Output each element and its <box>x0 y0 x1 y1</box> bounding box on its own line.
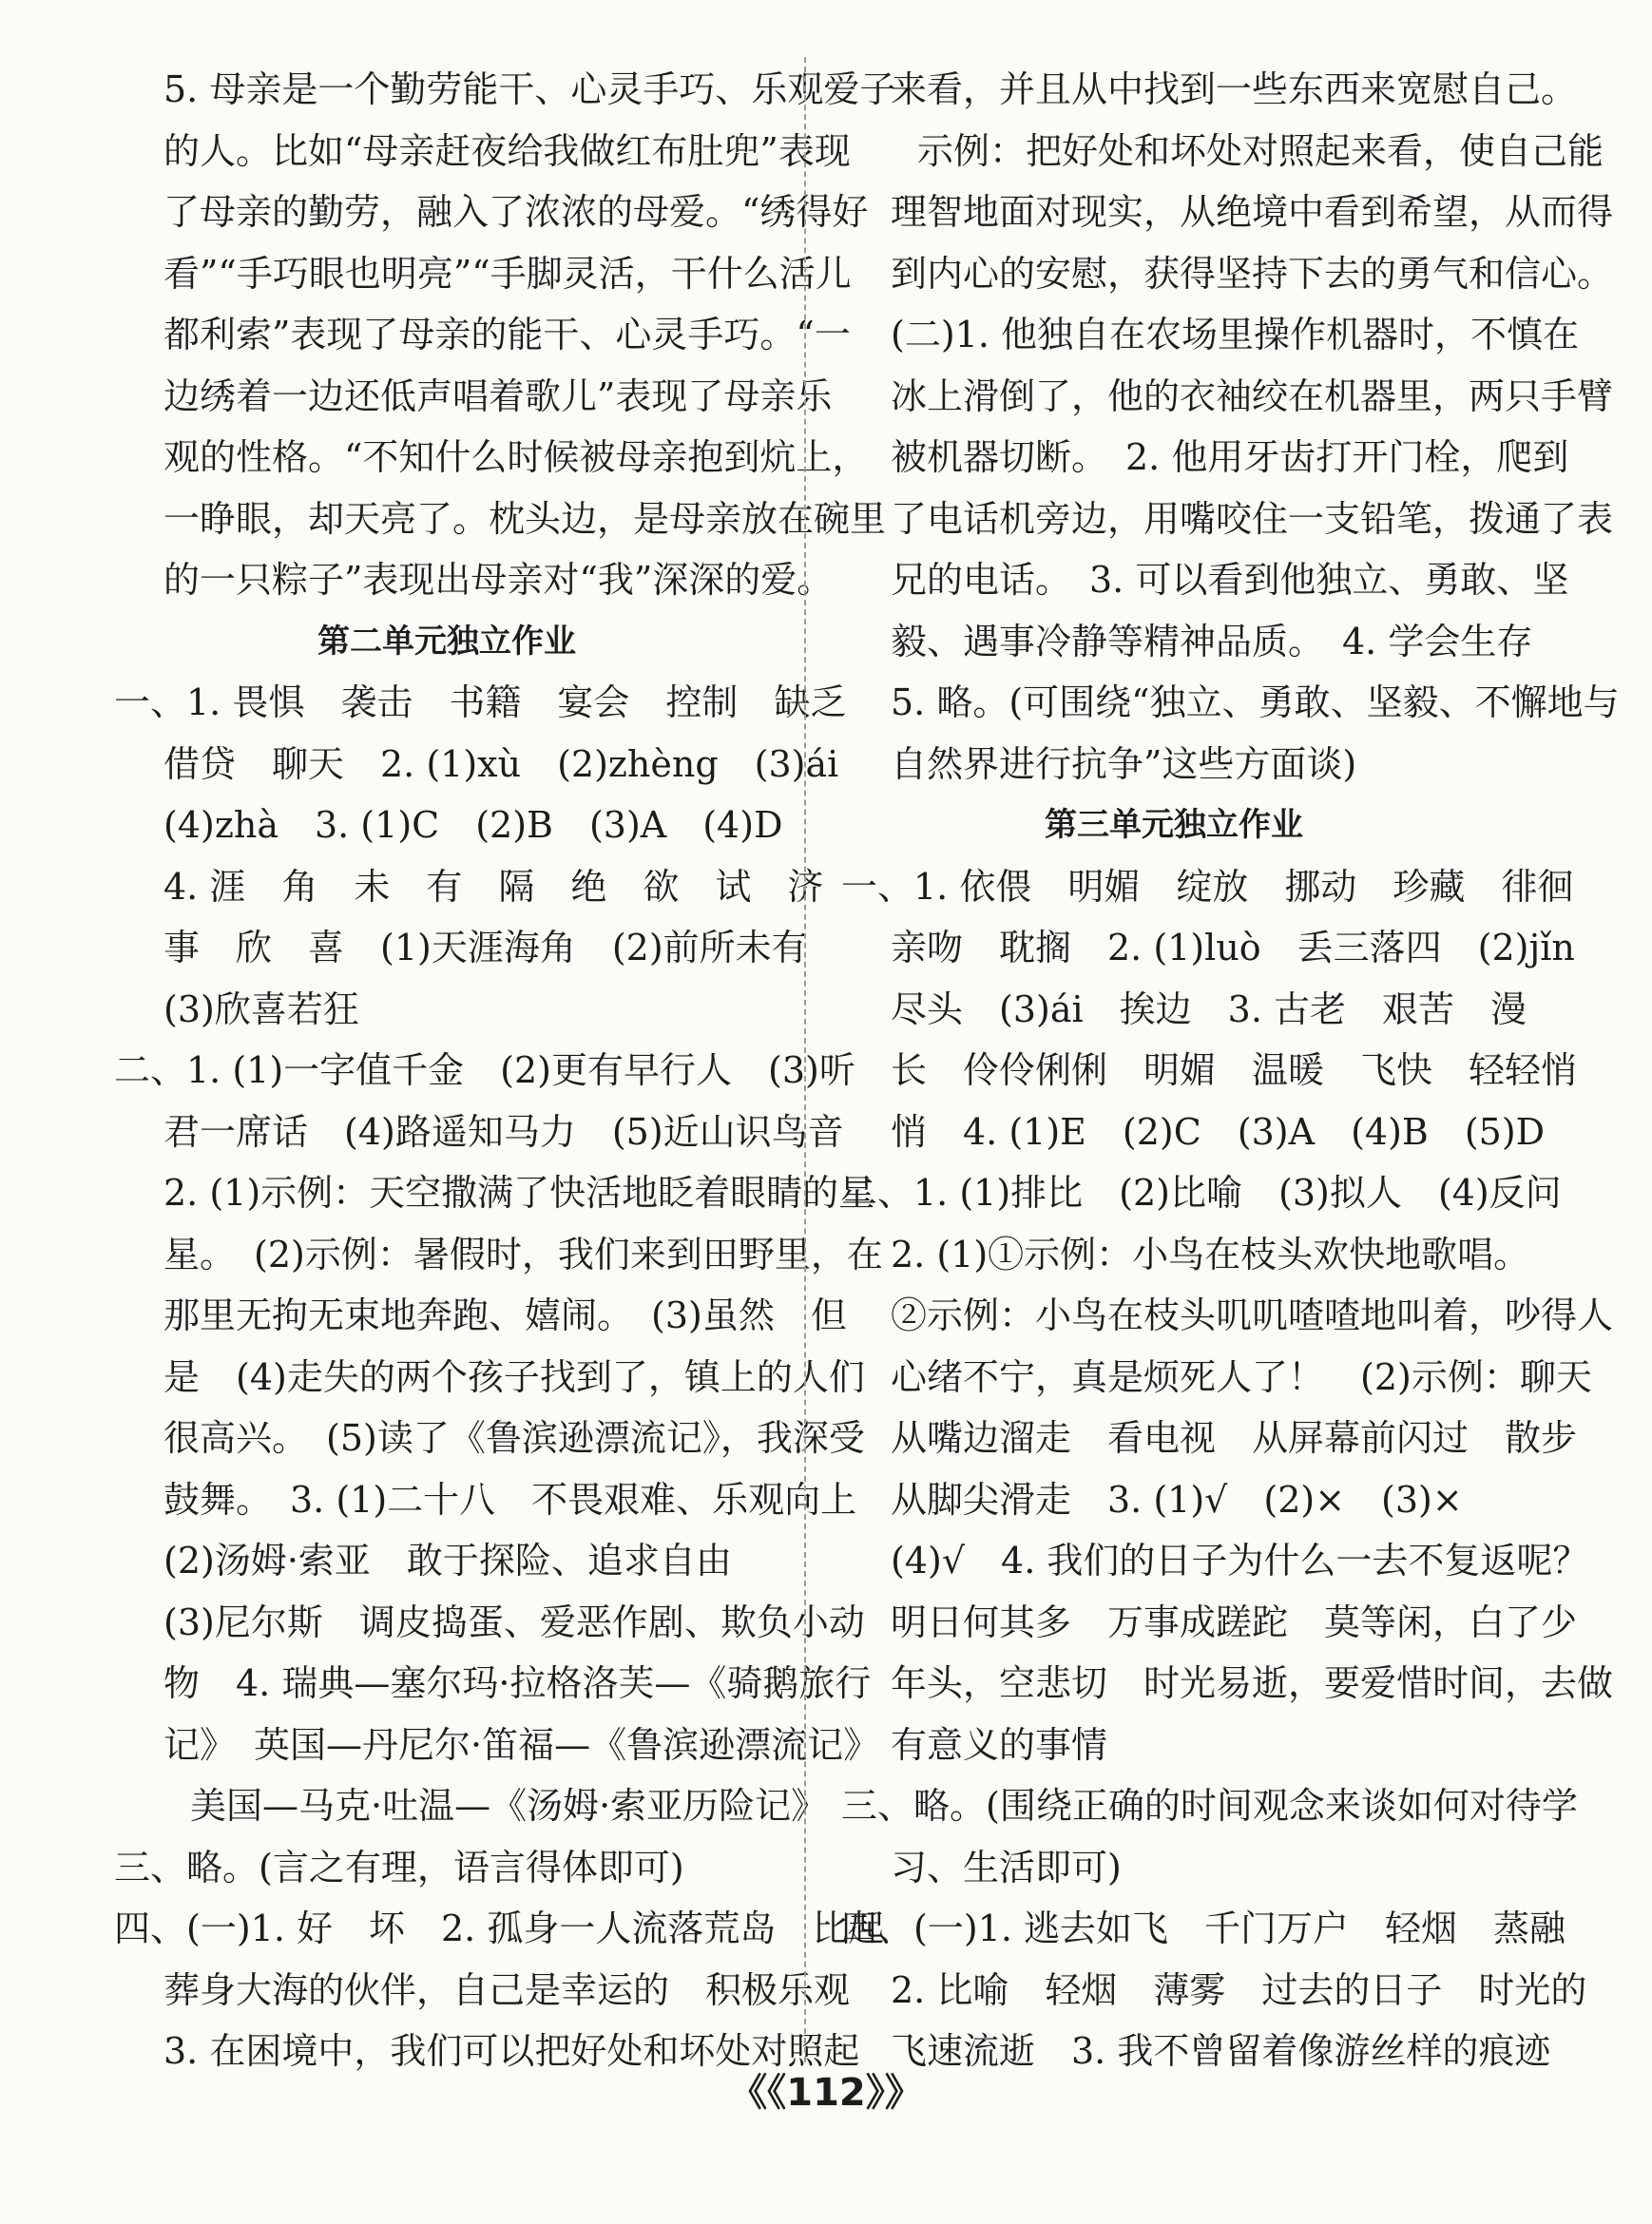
text-line: 2. 比喻 轻烟 薄雾 过去的日子 时光的 <box>891 1968 1587 2011</box>
text-line: (3)欣喜若狂 <box>163 987 359 1030</box>
section-heading: 第三单元独立作业 <box>1045 806 1303 844</box>
text-line: 毅、遇事冷静等精神品质。 4. 学会生存 <box>891 620 1533 662</box>
text-line: (4)√ 4. 我们的日子为什么一去不复返呢？ <box>891 1540 1589 1582</box>
text-line: 很高兴。 (5)读了《鲁滨逊漂流记》，我深受 <box>163 1417 865 1459</box>
text-line: 飞速流逝 3. 我不曾留着像游丝样的痕迹 <box>891 2030 1551 2072</box>
text-line: (2)汤姆·索亚 敢于探险、追求自由 <box>163 1540 732 1582</box>
text-line: 鼓舞。 3. (1)二十八 不畏艰难、乐观向上 <box>163 1478 857 1521</box>
text-line: 亲吻 耽搁 2. (1)luò 丢三落四 (2)jǐn <box>891 927 1575 968</box>
text-line: 星。 (2)示例：暑假时，我们来到田野里，在 <box>163 1233 883 1275</box>
text-line: 一睁眼，却天亮了。枕头边，是母亲放在碗里 <box>163 497 887 540</box>
text-line: 年头，空悲切 时光易逝，要爱惜时间，去做 <box>891 1662 1614 1704</box>
text-line: 美国—马克·吐温—《汤姆·索亚历险记》 <box>190 1785 828 1827</box>
text-line: 观的性格。“不知什么时候被母亲抱到炕上， <box>163 436 869 478</box>
text-line: 2. (1)示例：天空撒满了快活地眨着眼睛的星 <box>163 1172 875 1214</box>
text-line: 君一席话 (4)路遥知马力 (5)近山识鸟音 <box>163 1110 844 1153</box>
text-line: 物 4. 瑞典—塞尔玛·拉格洛芙—《骑鹅旅行 <box>163 1662 872 1704</box>
text-line: 借贷 聊天 2. (1)xù (2)zhèng (3)ái <box>163 742 839 785</box>
section-heading: 第二单元独立作业 <box>317 622 576 661</box>
text-line: 边绣着一边还低声唱着歌儿”表现了母亲乐 <box>163 374 833 417</box>
text-line: 看”“手巧眼也明亮”“手脚灵活，干什么活儿 <box>163 252 852 295</box>
text-line: 从脚尖滑走 3. (1)√ (2)× (3)× <box>891 1478 1463 1521</box>
text-line: 4. 涯 角 未 有 隔 绝 欲 试 济 <box>163 865 824 908</box>
text-line: 自然界进行抗争”这些方面谈) <box>891 742 1357 785</box>
text-line: 长 伶伶俐俐 明媚 温暖 飞快 轻轻悄 <box>891 1049 1578 1091</box>
text-line: 兄的电话。 3. 可以看到他独立、勇敢、坚 <box>891 559 1569 601</box>
text-line: 那里无拘无束地奔跑、嬉闹。 (3)虽然 但 <box>163 1294 847 1336</box>
text-line: 了电话机旁边，用嘴咬住一支铅笔，拨通了表 <box>891 497 1614 540</box>
text-line: 习、生活即可) <box>891 1846 1122 1888</box>
text-line: 2. (1)①示例：小鸟在枝头欢快地歌唱。 <box>891 1233 1530 1275</box>
text-line: 二、1. (1)一字值千金 (2)更有早行人 (3)听 <box>114 1049 855 1091</box>
text-line: 是 (4)走失的两个孩子找到了，镇上的人们 <box>163 1355 865 1398</box>
text-line: 的一只粽子”表现出母亲对“我”深深的爱。 <box>163 559 834 601</box>
text-line: 二、1. (1)排比 (2)比喻 (3)拟人 (4)反问 <box>841 1172 1562 1214</box>
text-line: 的人。比如“母亲赶夜给我做红布肚兜”表现 <box>163 129 851 172</box>
text-line: 四、(一)1. 逃去如飞 千门万户 轻烟 蒸融 <box>841 1908 1566 1949</box>
text-line: 从嘴边溜走 看电视 从屏幕前闪过 散步 <box>891 1417 1578 1459</box>
text-line: 了母亲的勤劳，融入了浓浓的母爱。“绣得好 <box>163 191 869 233</box>
text-line: 尽头 (3)ái 挨边 3. 古老 艰苦 漫 <box>891 987 1527 1030</box>
right-column <box>841 59 1620 2082</box>
text-line: 心绪不宁，真是烦死人了！ (2)示例：聊天 <box>891 1355 1592 1398</box>
text-line: 葬身大海的伙伴，自己是幸运的 积极乐观 <box>163 1968 851 2011</box>
text-line: 三、略。(围绕正确的时间观念来谈如何对待学 <box>841 1785 1578 1827</box>
text-line: 5. 母亲是一个勤劳能干、心灵手巧、乐观爱子 <box>163 68 896 110</box>
text-line: 理智地面对现实，从绝境中看到希望，从而得 <box>891 191 1614 233</box>
text-line: 到内心的安慰，获得坚持下去的勇气和信心。 <box>891 252 1614 295</box>
text-line: 被机器切断。 2. 他用牙齿打开门栓，爬到 <box>891 436 1569 478</box>
text-line: 明日何其多 万事成蹉跎 莫等闲，白了少 <box>891 1601 1578 1643</box>
text-line: 一、1. 依偎 明媚 绽放 挪动 珍藏 徘徊 <box>841 865 1574 908</box>
text-line: 三、略。(言之有理，语言得体即可) <box>114 1846 684 1888</box>
text-line: ②示例：小鸟在枝头叽叽喳喳地叫着，吵得人 <box>891 1294 1614 1336</box>
left-column <box>114 59 896 2082</box>
text-line: 记》 英国—丹尼尔·笛福—《鲁滨逊漂流记》 <box>163 1723 880 1766</box>
text-line: (4)zhà 3. (1)C (2)B (3)A (4)D <box>163 804 783 846</box>
text-line: 事 欣 喜 (1)天涯海角 (2)前所未有 <box>163 927 808 968</box>
text-line: 示例：把好处和坏处对照起来看，使自己能 <box>917 129 1604 172</box>
text-line: 四、(一)1. 好 坏 2. 孤身一人流落荒岛 比起 <box>114 1908 885 1949</box>
text-line: 来看，并且从中找到一些东西来宽慰自己。 <box>891 68 1578 110</box>
text-line: (3)尼尔斯 调皮捣蛋、爱恶作剧、欺负小动 <box>163 1601 865 1643</box>
text-line: 冰上滑倒了，他的衣袖绞在机器里，两只手臂 <box>891 374 1614 417</box>
text-line: 3. 在困境中，我们可以把好处和坏处对照起 <box>163 2030 860 2072</box>
text-line: 5. 略。(可围绕“独立、勇敢、坚毅、不懈地与 <box>891 681 1620 723</box>
column-divider <box>804 57 806 2062</box>
text-line: 悄 4. (1)E (2)C (3)A (4)B (5)D <box>891 1110 1546 1153</box>
page-number: 《《112》》 <box>729 2071 923 2115</box>
text-line: (二)1. 他独自在农场里操作机器时，不慎在 <box>891 314 1579 355</box>
text-line: 有意义的事情 <box>891 1723 1108 1766</box>
text-line: 一、1. 畏惧 袭击 书籍 宴会 控制 缺乏 <box>114 681 847 723</box>
text-line: 都利索”表现了母亲的能干、心灵手巧。“一 <box>163 314 851 355</box>
